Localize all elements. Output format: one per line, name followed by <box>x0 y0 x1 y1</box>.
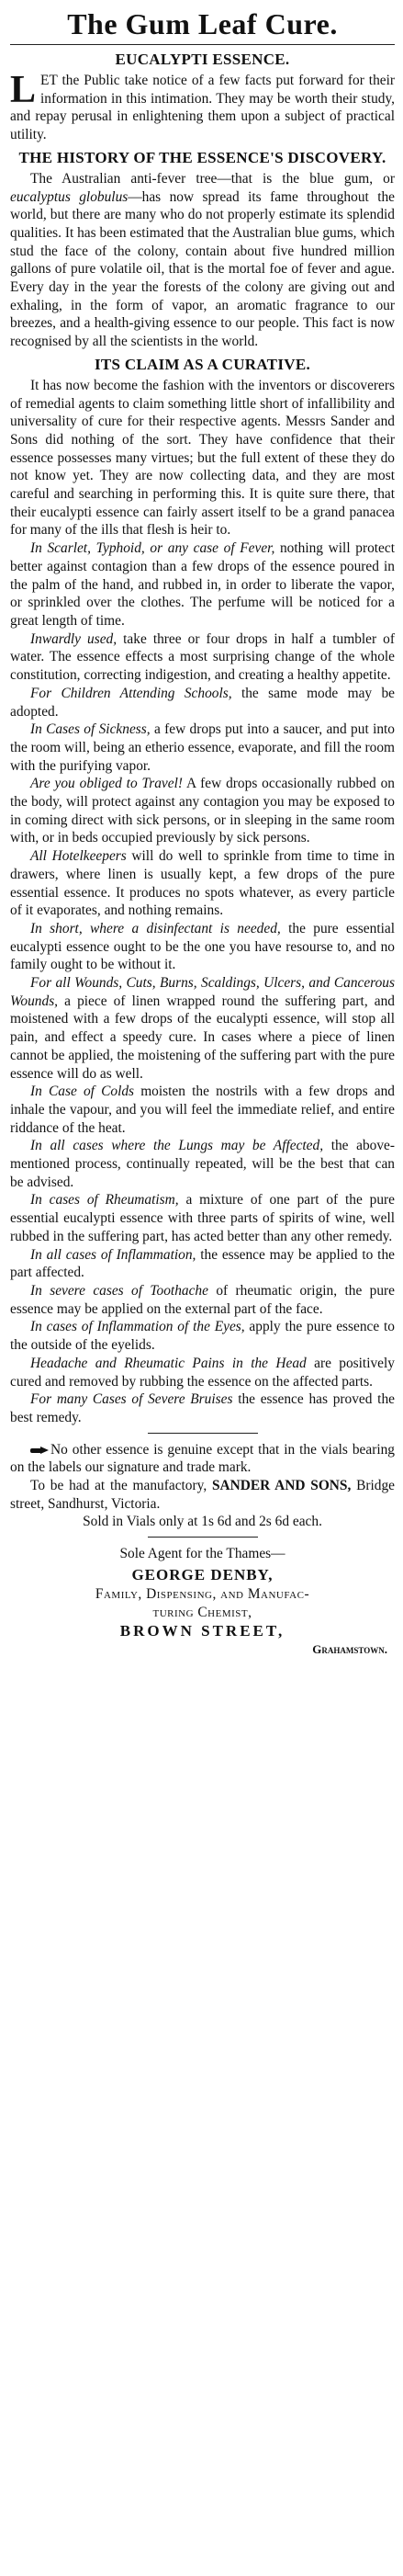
use-lead: In cases of Rheumatism, <box>30 1192 179 1209</box>
use-text: the above-mentioned process, continually repeated, will be the best that can be advised. <box>10 1138 395 1190</box>
use-paragraph <box>10 1318 395 1354</box>
agent-label: Sole Agent for the Thames— <box>119 1546 285 1562</box>
use-text: of rheumatic origin, the pure essence may be applied on the external part of the face. <box>10 1283 396 1317</box>
use-text: nothing will protect better against contagion than a few drops of the essence poured in the palm of the hand, and rubbed in, in order to liberate the vapor, or sprinkled over the clothes. The perfume will be noticed for a great length of time. <box>10 540 395 629</box>
use-lead: Headache and Rheumatic Pains in the Head <box>30 1355 307 1371</box>
intro-text: ET the Public take notice of a few facts put forward for their information in this intimation. They may be worth their study, and repay perusal in enlightening them upon a subject of practical utility. <box>10 73 395 143</box>
masthead-rule <box>10 44 395 45</box>
manufactory-maker: SANDER AND SONS, <box>211 1478 352 1494</box>
price-line: Sold in Vials only at 1s 6d and 2s 6d each. <box>83 1514 322 1530</box>
history-heading: THE HISTORY OF THE ESSENCE'S DISCOVERY. <box>18 148 386 166</box>
manufactory-paragraph <box>10 1477 395 1513</box>
claim-paragraph: It has now become the fashion with the inventors or discoverers of remedial agents to claim something little short of infallibility and universality of cure for their respective agents. Messrs Sander and Sons did nothing of the sort. They have confidence that their essence possesses many virtues; but the full extent of these they do not know yet. They are now collecting data, and they are most careful and searching in performing this. It is quite sure there, that their eucalypti essence can fairly assert itself to be a grand panacea for many of the ills that flesh is heir to. <box>10 377 395 539</box>
use-paragraph <box>10 974 395 1083</box>
use-paragraph <box>10 1137 395 1191</box>
use-text: take three or four drops in half a tumbler of water. The essence effects a most surprising change of the whole constitution, correcting indigestion, and creating a healthy appetite. <box>10 630 395 684</box>
use-paragraph <box>10 630 395 685</box>
use-text: the pure essential eucalypti essence ought to be the one you have resourse to, and no family ought to be without it. <box>10 920 395 973</box>
notice-paragraph <box>10 1441 395 1477</box>
use-text: the essence has proved the best remedy. <box>10 1391 395 1425</box>
use-paragraph <box>10 721 395 775</box>
use-text: moisten the nostrils with a few drops and inhale the vapour, and you will feel the immediate relief, and entire riddance of the heat. <box>10 1084 395 1136</box>
use-text: a few drops put into a saucer, and put into the room will, being an etherio essence, evaporate, and fill the room with the purifying vapor. <box>10 721 396 774</box>
agent-town: Grahamstown. <box>312 1642 387 1657</box>
use-paragraph <box>10 1282 395 1318</box>
agent-street: BROWN STREET, <box>119 1622 285 1640</box>
use-paragraph <box>10 775 395 847</box>
use-lead: In all cases of Inflammation, <box>30 1246 196 1263</box>
use-text: the essence may be applied to the part affected. <box>10 1246 395 1281</box>
use-lead: In severe cases of Toothache <box>30 1283 208 1299</box>
intro-heading: EUCALYPTI ESSENCE. <box>115 51 290 68</box>
use-paragraph <box>10 1191 395 1245</box>
use-lead: In all cases where the Lungs may be Affected, <box>30 1138 324 1154</box>
history-paragraph <box>10 170 395 351</box>
use-paragraph <box>10 1246 395 1282</box>
use-text: A few drops occasionally rubbed on the body, will protect against any contagion you may be exposed to in coming direct with sick persons, or in sleeping in the same room with, or in beds occupied previously by sick persons. <box>10 776 395 846</box>
history-latin-name: eucalyptus globulus <box>10 188 129 205</box>
use-lead: Inwardly used, <box>30 630 118 647</box>
use-text: a piece of linen wrapped round the suffering part, and moistened with a few drops of the eucalypti essence, will stop all pain, and effect a speedy cure. In cases where a piece of linen cannot be applied, the moistening of the suffering part with the pure essence will do as well. <box>10 993 395 1082</box>
use-paragraph <box>10 1355 395 1390</box>
masthead-title: The Gum Leaf Cure. <box>67 7 338 40</box>
history-text-before: The Australian anti-fever tree—that is the blue gum, or <box>30 170 395 187</box>
use-paragraph <box>10 847 395 920</box>
manufactory-before: To be had at the manufactory, <box>30 1478 212 1494</box>
pointing-hand-icon <box>30 1447 49 1455</box>
use-lead: In short, where a disinfectant is needed, <box>30 920 281 936</box>
use-text: the same mode may be adopted. <box>10 685 395 720</box>
agent-name: GEORGE DENBY, <box>131 1565 274 1583</box>
use-lead: Are you obliged to Travel! <box>30 776 183 792</box>
history-text-after: —has now spread its fame throughout the world, but there are many who do not properly estimate its splendid qualities. It has been estimated that the Australian blue gums, which stud the face of the colony, contain about five hundred million gallons of pure volatile oil, that is the mortal foe of fever and ague. Every day in the year the forests of the colony are giving out and exhaling, in the form of vapor, an aromatic fragrance to our breezes, and a health-giving essence to our people. This fact is now recognised by all the scientists in the world. <box>10 188 396 350</box>
intro-paragraph <box>10 69 395 144</box>
use-lead: In Case of Colds <box>30 1084 135 1100</box>
use-text: apply the pure essence to the outside of the eyelids. <box>10 1319 395 1354</box>
use-lead: For many Cases of Severe Bruises <box>30 1391 233 1408</box>
claim-heading: ITS CLAIM AS A CURATIVE. <box>94 355 311 373</box>
use-lead: In Scarlet, Typhoid, or any case of Fever, <box>30 540 275 557</box>
use-paragraph <box>10 920 395 974</box>
use-text: will do well to sprinkle from time to time in drawers, where linen is usually kept, a few drops of the pure essential essence. It produces no spots whatever, as every particle of it evaporates, and nothing remains. <box>10 848 395 919</box>
drop-cap: L <box>10 69 37 111</box>
use-paragraph <box>10 685 395 721</box>
use-text: a mixture of one part of the pure essential eucalypti essence with three parts of spirits of wine, well rubbed in the suffering part, has acted better than any other remedy. <box>10 1192 395 1244</box>
uses-list <box>10 539 395 1426</box>
use-lead: In cases of Inflammation of the Eyes, <box>30 1319 245 1335</box>
use-lead: For all Wounds, Cuts, Burns, Scaldings, Ulcers, and Cancerous Wounds, <box>10 975 395 1009</box>
use-lead: For Children Attending Schools, <box>30 685 232 701</box>
use-text: are positively cured and removed by rubbing the essence on the affected parts. <box>10 1355 395 1390</box>
agent-rule <box>148 1537 258 1538</box>
agent-trades-line-1: Family, Dispensing, and Manufac- <box>95 1585 310 1602</box>
section-rule <box>148 1433 258 1434</box>
use-paragraph <box>10 1083 395 1137</box>
agent-trades-line-2: turing Chemist, <box>152 1604 252 1620</box>
use-paragraph <box>10 1390 395 1426</box>
use-lead: In Cases of Sickness, <box>30 721 151 738</box>
manufactory-after: Bridge street, Sandhurst, Victoria. <box>10 1478 395 1512</box>
notice-text: No other essence is genuine except that in the vials bearing on the labels our signature and trade mark. <box>10 1441 395 1476</box>
use-lead: All Hotelkeepers <box>30 848 127 865</box>
use-paragraph <box>10 539 395 630</box>
